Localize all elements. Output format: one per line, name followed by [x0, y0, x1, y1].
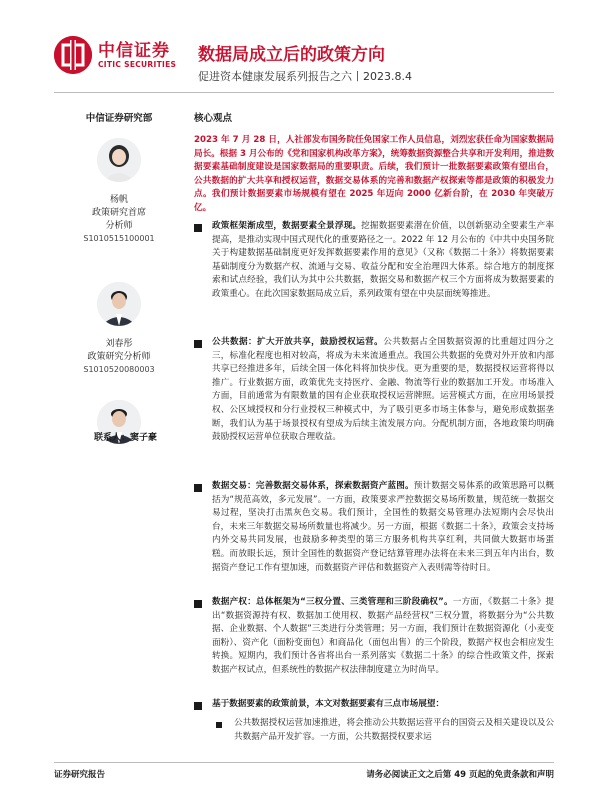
- bullet-icon: [194, 600, 202, 608]
- paragraph-outlook: [212, 698, 554, 712]
- report-header: [0, 0, 600, 92]
- paragraph-lead: 数据产权：总体框架为“三权分置、三类管理和三阶段确权”。: [212, 597, 453, 607]
- paragraph-lead: 政策框架渐成型，数据要素全景浮现。: [212, 221, 362, 231]
- summary-paragraph: 2023 年 7 月 28 日，人社部发布国务院任免国家工作人员信息，刘烈宏获任命为国家数据局局长。根据 3 月公布的《党和国家机构改革方案》，统筹数据资源整合共享和开发利用，推进数据要素基础制度建设是国家数据局的重要职责。后续，我们预计一批数据要素政策有望出台，公共数据的扩大共享和授权运营，数据交易体系的完善和数据产权探索等都是政策的积极发力点。我们预计数据要素市场规模有望在 2025 年迈向 2000 亿新台阶，在 2030 年突破万亿。: [194, 135, 555, 213]
- bullet-icon: [194, 702, 202, 710]
- citic-logo: [54, 34, 189, 80]
- header-divider: [54, 92, 554, 93]
- paragraph-lead: 公共数据：扩大开放共享，鼓励授权运营。: [212, 337, 384, 347]
- report-title: 数据局成立后的政策方向: [198, 45, 385, 65]
- research-dept-title: 中信证券研究部: [85, 113, 153, 124]
- paragraph-outlook-item: 公共数据授权运营加速推进，将会推动公共数据运营平台的国资云及相关建设以及公共数据产品开发扩容。一方面，公共数据授权要求运: [234, 718, 554, 742]
- paragraph-body: 预计数据交易体系的政策思路可以概括为“规范高效，多元发展”。一方面，政策要求严控数据交易场所数量，规范统一数据交易过程，坚决打击黑灰色交易。我们预计，全国性的数据交易管理办法短期内会尽快出台，未来三年数据交易场所数量也将减少。另一方面，根据《数据二十条》，政策会支持场内外交易共同发展，也鼓励多种类型的第三方服务机构共享红利，共同做大数据市场蛋糕。而放眼长远，预计全国性的数据资产登记结算管理办法将在未来三到五年内出台，数据资产登记工作有望加速，而数据资产评估和数据资产入表则需等待时日。: [212, 481, 554, 573]
- bullet-icon: [194, 340, 202, 348]
- sub-bullet-icon: [216, 722, 222, 728]
- analyst-role: 政策研究首席: [91, 208, 146, 218]
- paragraph-public-data: [212, 336, 554, 445]
- paragraph-body: 公共数据占全国数据资源的比重超过四分之三，标准化程度也相对较高，将成为未来流通重点。我国公共数据的免费对外开放和内部共享已经推进多年，后续全国一体化料将加快步伐。更为重要的是，数据授权运营将得以推广。行业数据方面，政策优先支持医疗、金融、物流等行业的数据加工开发。市场准入方面，目前通常为有限数量的国有企业获取授权运营牌照。运营模式方面，在应用场景授权、公区域授权和分行业授权三种模式中，为了吸引更多市场主体参与，避免形成数据垄断，我们认为基于场景授权有望成为后续主流发展方向。分配机制方面，各地政策均明确鼓励授权运营单位获取合理收益。: [212, 337, 554, 443]
- avatar: [97, 282, 141, 326]
- paragraph-body: 一方面，《数据二十条》提出“数据资源持有权、数据加工使用权、数据产品经营权”三权分置，将数据分为“公共数据、企业数据、个人数据”三类进行分类管理；另一方面，我们预计在数据资源化（小麦变面粉）、资产化（面粉变面包）和商品化（面包出售）的三个阶段，数据产权也会相应发生转换。短期内，我们预计各省将出台一系列落实《数据二十条》的综合性政策文件，探索数据产权试点，但系统性的数据产权法律制度建立为时尚早。: [212, 597, 554, 675]
- bullet-icon: [194, 224, 202, 232]
- left-column: [54, 110, 184, 374]
- analyst-card: [54, 138, 184, 245]
- contact-person: 联系人：窦子豪: [94, 433, 158, 443]
- report-subtitle: 促进资本健康发展系列报告之六丨2023.8.4: [198, 70, 412, 83]
- analyst-id: S1010515100001: [83, 234, 155, 243]
- paragraph-lead: 数据交易：完善数据交易体系，探索数据资产蓝图。: [212, 481, 414, 491]
- paragraph-policy-framework: [212, 220, 554, 302]
- bullet-icon: [194, 484, 202, 492]
- paragraph-data-trading: [212, 480, 554, 575]
- analyst-card: [54, 282, 184, 376]
- paragraph-data-property: [212, 596, 554, 678]
- avatar: [97, 138, 141, 182]
- citic-logo-icon: [54, 36, 92, 74]
- logo-text-cn: 中信证券: [98, 41, 170, 61]
- analyst-id: S1010520080003: [83, 365, 155, 374]
- analyst-name: 刘春彤: [105, 339, 133, 349]
- footer-divider: [54, 762, 554, 763]
- logo-text-en: CITIC SECURITIES: [98, 60, 177, 69]
- footer-disclaimer: 请务必阅读正文之后第 49 页起的免责条款和声明: [366, 770, 554, 780]
- analyst-role-2: 分析师: [105, 221, 133, 231]
- footer-label: 证券研究报告: [54, 770, 106, 780]
- analyst-name: 杨帆: [109, 195, 128, 205]
- analyst-role: 政策研究分析师: [87, 352, 151, 362]
- paragraph-lead: 基于数据要素的政策前景，本文对数据要素有三点市场展望：: [212, 699, 445, 709]
- paragraph-body: 挖掘数据要素潜在价值，以创新驱动全要素生产率提高，是推动实现中国式现代化的重要路径之一。2022 年 12 月公布的《中共中央国务院关于构建数据基础制度更好发挥数据要素作用的意见》（又称《数据二十条》）将数据要素基础制度分为数据产权、流通与交易、收益分配和安全治理四大体系。综合地方的制度探索和试点经验，我们认为其中公共数据，数据交易和数据产权三个方面将成为数据要素的政策重心。在此次国家数据局成立后，系列政策有望在中央层面统筹推进。: [212, 221, 554, 299]
- core-view-title: 核心观点: [194, 113, 233, 124]
